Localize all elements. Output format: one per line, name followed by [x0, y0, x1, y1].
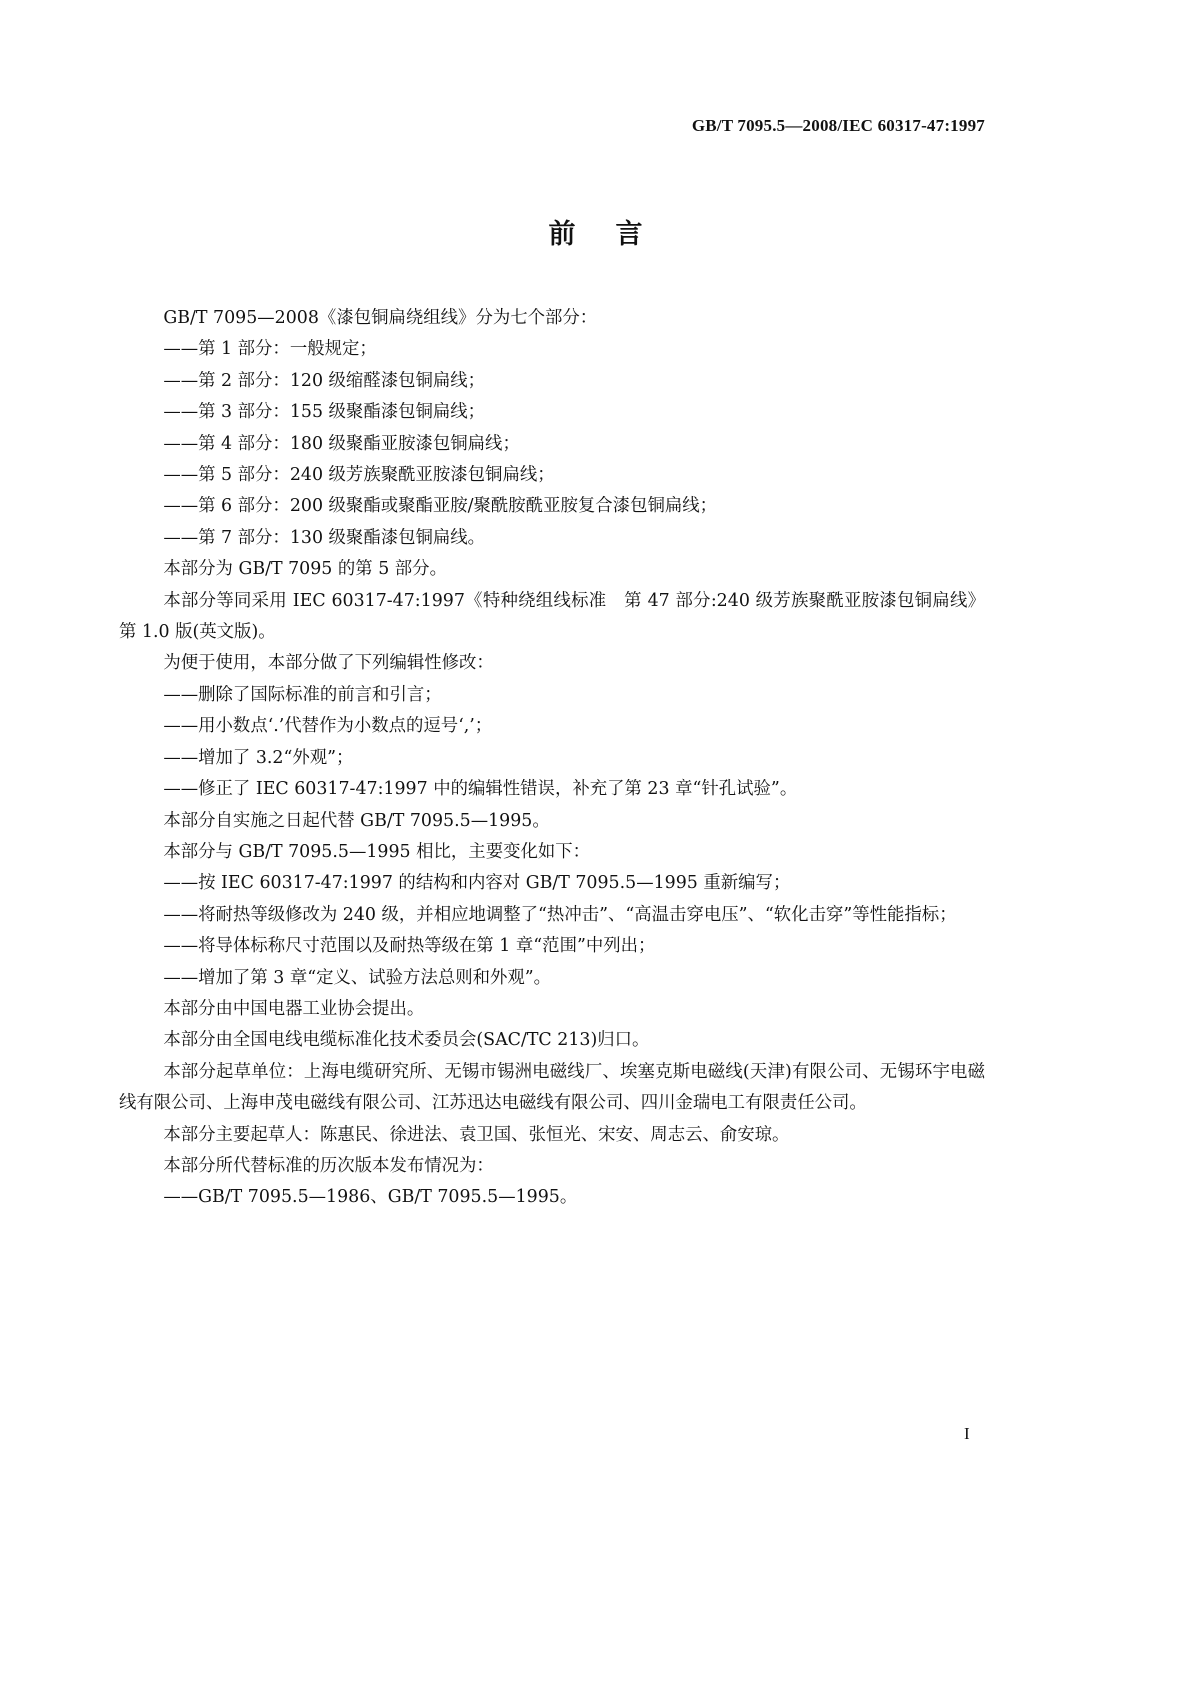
- dash-list-item: ——将导体标称尺寸范围以及耐热等级在第 1 章“范围”中列出；: [163, 936, 656, 957]
- dash-list-item: ——第 2 部分：120 级缩醛漆包铜扁线；: [163, 370, 486, 391]
- paragraph: 本部分主要起草人：陈惠民、徐进法、袁卫国、张恒光、宋安、周志云、俞安琼。: [163, 1124, 790, 1145]
- dash-list-item: ——用小数点‘.’代替作为小数点的逗号‘,’；: [163, 716, 493, 737]
- paragraph: 本部分为 GB/T 7095 的第 5 部分。: [163, 559, 447, 580]
- standard-code-header: GB/T 7095.5—2008/IEC 60317-47:1997: [691, 116, 985, 135]
- dash-list-item: ——按 IEC 60317-47:1997 的结构和内容对 GB/T 7095.5—1995 重新编写；: [163, 873, 791, 894]
- dash-list-item: ——删除了国际标准的前言和引言；: [163, 684, 442, 705]
- paragraph: 本部分由全国电线电缆标准化技术委员会(SAC/TC 213)归口。: [163, 1030, 650, 1051]
- dash-list-item: ——第 1 部分：一般规定；: [163, 339, 377, 360]
- paragraph: 为便于使用，本部分做了下列编辑性修改：: [163, 653, 494, 674]
- paragraph: 本部分等同采用 IEC 60317-47:1997《特种绕组线标准 第 47 部分:240 级芳族聚酰亚胺漆包铜扁线》第 1.0 版(英文版)。: [119, 590, 985, 643]
- paragraph: 本部分由中国电器工业协会提出。: [163, 998, 425, 1019]
- paragraph: 本部分与 GB/T 7095.5—1995 相比，主要变化如下：: [163, 841, 591, 862]
- dash-list-item: ——第 4 部分：180 级聚酯亚胺漆包铜扁线；: [163, 433, 520, 454]
- dash-list-item: ——增加了第 3 章“定义、试验方法总则和外观”。: [163, 967, 552, 988]
- paragraph: 本部分自实施之日起代替 GB/T 7095.5—1995。: [163, 810, 550, 831]
- dash-list-item: ——GB/T 7095.5—1986、GB/T 7095.5—1995。: [163, 1187, 578, 1208]
- dash-list-item: ——第 7 部分：130 级聚酯漆包铜扁线。: [163, 527, 486, 548]
- paragraph: 本部分所代替标准的历次版本发布情况为：: [163, 1155, 494, 1176]
- page-number: I: [964, 1424, 970, 1443]
- dash-list-item: ——增加了 3.2“外观”；: [163, 747, 354, 768]
- page-title: 前言: [548, 219, 683, 250]
- dash-list-item: ——第 3 部分：155 级聚酯漆包铜扁线；: [163, 402, 486, 423]
- dash-list-item: ——第 6 部分：200 级聚酯或聚酯亚胺/聚酰胺酰亚胺复合漆包铜扁线；: [163, 496, 718, 517]
- foreword-body: [119, 303, 985, 1214]
- paragraph: 本部分起草单位：上海电缆研究所、无锡市锡洲电磁线厂、埃塞克斯电磁线(天津)有限公司、无锡环宇电磁线有限公司、上海申茂电磁线有限公司、江苏迅达电磁线有限公司、四川金瑞电工有限责任公司。: [119, 1061, 985, 1114]
- dash-list-item: ——将耐热等级修改为 240 级，并相应地调整了“热冲击”、“高温击穿电压”、“软化击穿”等性能指标；: [163, 904, 957, 925]
- dash-list-item: ——修正了 IEC 60317-47:1997 中的编辑性错误，补充了第 23 章“针孔试验”。: [163, 779, 798, 800]
- paragraph: GB/T 7095—2008《漆包铜扁绕组线》分为七个部分：: [163, 308, 598, 328]
- dash-list-item: ——第 5 部分：240 级芳族聚酰亚胺漆包铜扁线；: [163, 465, 555, 486]
